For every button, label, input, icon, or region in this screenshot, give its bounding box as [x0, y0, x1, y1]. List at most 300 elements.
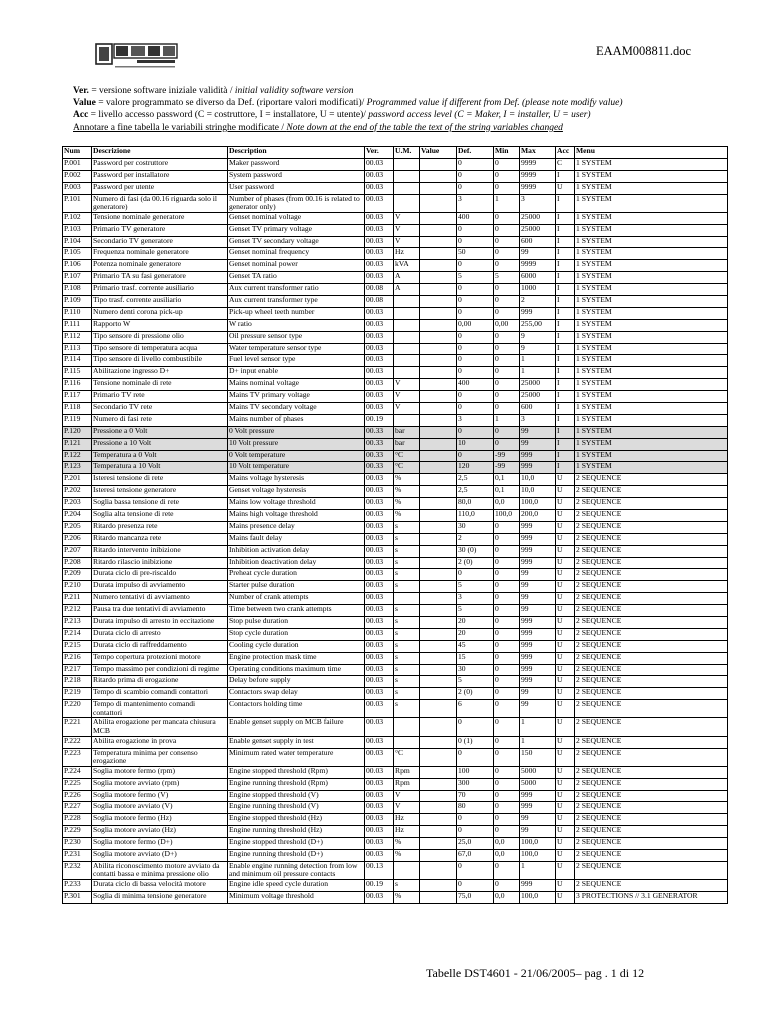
cell-description: Engine stopped threshold (Rpm): [228, 766, 365, 778]
cell-description: Engine protection mask time: [228, 652, 365, 664]
cell-ver: 00.03: [365, 486, 394, 498]
cell-descrizione: Abilita erogazione in prova: [92, 736, 228, 748]
cell-min: 0: [494, 814, 520, 826]
cell-max: 600: [520, 236, 556, 248]
cell-descrizione: Soglia motore avviato (Hz): [92, 826, 228, 838]
cell-value: [420, 182, 457, 194]
cell-min: 0: [494, 545, 520, 557]
cell-num: P.217: [63, 664, 92, 676]
cell-ver: 00.03: [365, 826, 394, 838]
cell-num: P.219: [63, 688, 92, 700]
cell-description: Cooling cycle duration: [228, 640, 365, 652]
cell-um: Rpm: [394, 778, 420, 790]
cell-um: s: [394, 557, 420, 569]
header-min: Min: [494, 147, 520, 159]
cell-um: [394, 355, 420, 367]
cell-description: Engine stopped threshold (D+): [228, 838, 365, 850]
cell-acc: U: [556, 533, 575, 545]
cell-def: 75,0: [457, 891, 494, 903]
cell-descrizione: Ritardo rilascio inibizione: [92, 557, 228, 569]
cell-def: 15: [457, 652, 494, 664]
cell-value: [420, 664, 457, 676]
cell-min: -99: [494, 462, 520, 474]
cell-acc: I: [556, 307, 575, 319]
cell-num: P.230: [63, 838, 92, 850]
cell-um: Rpm: [394, 766, 420, 778]
cell-def: 2,5: [457, 486, 494, 498]
cell-um: %: [394, 849, 420, 861]
cell-value: [420, 838, 457, 850]
table-row: [63, 545, 728, 557]
cell-ver: 00.03: [365, 158, 394, 170]
cell-acc: U: [556, 718, 575, 736]
cell-max: 9999: [520, 182, 556, 194]
cell-acc: I: [556, 194, 575, 212]
cell-descrizione: Ritardo prima di erogazione: [92, 676, 228, 688]
cell-min: 0: [494, 640, 520, 652]
cell-num: P.213: [63, 617, 92, 629]
cell-num: P.301: [63, 891, 92, 903]
cell-value: [420, 849, 457, 861]
cell-ver: 00.03: [365, 640, 394, 652]
cell-descrizione: Abilitazione ingresso D+: [92, 367, 228, 379]
cell-value: [420, 248, 457, 260]
cell-acc: I: [556, 319, 575, 331]
cell-def: 0: [457, 355, 494, 367]
cell-value: [420, 688, 457, 700]
cell-max: 99: [520, 426, 556, 438]
cell-max: 6000: [520, 272, 556, 284]
cell-description: Oil pressure sensor type: [228, 331, 365, 343]
cell-acc: U: [556, 640, 575, 652]
cell-def: 6: [457, 700, 494, 718]
cell-menu: 1 SYSTEM: [575, 194, 728, 212]
cell-value: [420, 170, 457, 182]
cell-um: Hz: [394, 814, 420, 826]
cell-def: 50: [457, 248, 494, 260]
cell-acc: U: [556, 891, 575, 903]
cell-menu: 1 SYSTEM: [575, 272, 728, 284]
cell-max: 99: [520, 700, 556, 718]
cell-ver: 00.03: [365, 688, 394, 700]
cell-acc: I: [556, 170, 575, 182]
cell-max: 100,0: [520, 849, 556, 861]
cell-description: Genset TV secondary voltage: [228, 236, 365, 248]
cell-menu: 1 SYSTEM: [575, 170, 728, 182]
cell-acc: U: [556, 688, 575, 700]
cell-menu: 2 SEQUENCE: [575, 521, 728, 533]
cell-min: 0: [494, 248, 520, 260]
cell-descrizione: Primario TA su fasi generatore: [92, 272, 228, 284]
cell-value: [420, 748, 457, 766]
cell-menu: 2 SEQUENCE: [575, 826, 728, 838]
cell-min: 0: [494, 748, 520, 766]
cell-def: 5: [457, 581, 494, 593]
table-row: [63, 557, 728, 569]
cell-num: P.110: [63, 307, 92, 319]
cell-max: 999: [520, 802, 556, 814]
cell-ver: 00.03: [365, 236, 394, 248]
cell-um: s: [394, 700, 420, 718]
cell-max: 150: [520, 748, 556, 766]
cell-ver: 00.03: [365, 569, 394, 581]
cell-max: 999: [520, 521, 556, 533]
cell-def: 0: [457, 748, 494, 766]
cell-min: 0: [494, 790, 520, 802]
cell-description: Number of phases (from 00.16 is related to generator only): [228, 194, 365, 212]
cell-max: 999: [520, 676, 556, 688]
cell-min: 0,1: [494, 486, 520, 498]
cell-description: Delay before supply: [228, 676, 365, 688]
cell-def: 2: [457, 533, 494, 545]
cell-def: 300: [457, 778, 494, 790]
cell-acc: I: [556, 379, 575, 391]
cell-max: 100,0: [520, 891, 556, 903]
cell-num: P.206: [63, 533, 92, 545]
cell-num: P.001: [63, 158, 92, 170]
cell-num: P.208: [63, 557, 92, 569]
cell-menu: 1 SYSTEM: [575, 158, 728, 170]
cell-description: Enable engine running detection from low and minimum oil pressure contacts: [228, 861, 365, 879]
cell-menu: 2 SEQUENCE: [575, 569, 728, 581]
table-row: [63, 617, 728, 629]
cell-max: 99: [520, 438, 556, 450]
cell-acc: I: [556, 212, 575, 224]
cell-descrizione: Primario TV rete: [92, 391, 228, 403]
cell-menu: 2 SEQUENCE: [575, 688, 728, 700]
cell-value: [420, 814, 457, 826]
cell-min: 0: [494, 426, 520, 438]
cell-def: 0: [457, 569, 494, 581]
cell-description: Mains voltage hysteresis: [228, 474, 365, 486]
cell-num: P.210: [63, 581, 92, 593]
cell-menu: 2 SEQUENCE: [575, 676, 728, 688]
cell-descrizione: Durata ciclo di raffreddamento: [92, 640, 228, 652]
cell-menu: 2 SEQUENCE: [575, 718, 728, 736]
cell-ver: 00.03: [365, 194, 394, 212]
cell-ver: 00.03: [365, 766, 394, 778]
cell-acc: U: [556, 700, 575, 718]
cell-menu: 1 SYSTEM: [575, 355, 728, 367]
cell-max: 600: [520, 403, 556, 415]
cell-min: 0: [494, 224, 520, 236]
cell-acc: U: [556, 849, 575, 861]
cell-acc: I: [556, 248, 575, 260]
cell-num: P.119: [63, 414, 92, 426]
cell-acc: U: [556, 498, 575, 510]
cell-min: 0: [494, 343, 520, 355]
cell-descrizione: Password per installatore: [92, 170, 228, 182]
cell-description: Starter pulse duration: [228, 581, 365, 593]
cell-acc: I: [556, 272, 575, 284]
parameter-table: [62, 146, 728, 904]
cell-description: Inhibition activation delay: [228, 545, 365, 557]
cell-description: Engine stopped threshold (Hz): [228, 814, 365, 826]
cell-num: P.203: [63, 498, 92, 510]
header-um: U.M.: [394, 147, 420, 159]
cell-description: Mains low voltage threshold: [228, 498, 365, 510]
cell-max: 1: [520, 355, 556, 367]
cell-acc: U: [556, 545, 575, 557]
cell-max: 9999: [520, 260, 556, 272]
cell-description: Minimum rated water temperature: [228, 748, 365, 766]
cell-value: [420, 403, 457, 415]
cell-def: 80: [457, 802, 494, 814]
cell-value: [420, 498, 457, 510]
cell-num: P.123: [63, 462, 92, 474]
cell-description: Contactors holding time: [228, 700, 365, 718]
cell-def: 20: [457, 617, 494, 629]
cell-menu: 1 SYSTEM: [575, 212, 728, 224]
cell-descrizione: Tipo sensore di pressione olio: [92, 331, 228, 343]
cell-um: s: [394, 545, 420, 557]
cell-min: 0: [494, 391, 520, 403]
cell-max: 9999: [520, 158, 556, 170]
table-row: [63, 510, 728, 522]
cell-acc: U: [556, 628, 575, 640]
cell-description: Engine idle speed cycle duration: [228, 880, 365, 892]
table-row: [63, 581, 728, 593]
cell-value: [420, 802, 457, 814]
cell-um: s: [394, 664, 420, 676]
cell-max: 1: [520, 718, 556, 736]
cell-value: [420, 331, 457, 343]
cell-num: P.118: [63, 403, 92, 415]
cell-value: [420, 676, 457, 688]
cell-value: [420, 307, 457, 319]
cell-menu: 1 SYSTEM: [575, 236, 728, 248]
cell-descrizione: Tempo copertura protezioni motore: [92, 652, 228, 664]
cell-ver: 00.03: [365, 533, 394, 545]
cell-menu: 2 SEQUENCE: [575, 880, 728, 892]
cell-descrizione: Tempo di mantenimento comandi contattori: [92, 700, 228, 718]
cell-descrizione: Potenza nominale generatore: [92, 260, 228, 272]
cell-def: 0: [457, 826, 494, 838]
cell-menu: 1 SYSTEM: [575, 248, 728, 260]
cell-description: Mains TV primary voltage: [228, 391, 365, 403]
cell-menu: 1 SYSTEM: [575, 343, 728, 355]
cell-ver: 00.03: [365, 510, 394, 522]
table-row: [63, 593, 728, 605]
table-row: [63, 718, 728, 736]
cell-description: Maker password: [228, 158, 365, 170]
cell-description: Genset TV primary voltage: [228, 224, 365, 236]
cell-num: P.232: [63, 861, 92, 879]
cell-def: 80,0: [457, 498, 494, 510]
table-row: [63, 521, 728, 533]
cell-num: P.114: [63, 355, 92, 367]
cell-max: 999: [520, 617, 556, 629]
cell-um: [394, 194, 420, 212]
cell-um: %: [394, 838, 420, 850]
cell-value: [420, 194, 457, 212]
cell-descrizione: Numero denti corona pick-up: [92, 307, 228, 319]
cell-num: P.233: [63, 880, 92, 892]
cell-ver: 00.13: [365, 861, 394, 879]
cell-min: 0: [494, 533, 520, 545]
cell-descrizione: Password per utente: [92, 182, 228, 194]
cell-min: 0: [494, 307, 520, 319]
cell-um: s: [394, 521, 420, 533]
cell-descrizione: Temperatura minima per consenso erogazione: [92, 748, 228, 766]
cell-menu: 2 SEQUENCE: [575, 486, 728, 498]
document-filename: EAAM008811.doc: [596, 44, 692, 58]
cell-um: %: [394, 474, 420, 486]
cell-acc: U: [556, 605, 575, 617]
cell-um: bar: [394, 426, 420, 438]
cell-ver: 00.03: [365, 802, 394, 814]
cell-max: 10,0: [520, 486, 556, 498]
cell-num: P.216: [63, 652, 92, 664]
cell-description: Water temperature sensor type: [228, 343, 365, 355]
legend-ver: Ver. = versione software iniziale validità / initial validity software version: [73, 86, 354, 96]
cell-description: 0 Volt pressure: [228, 426, 365, 438]
cell-descrizione: Tipo trasf. corrente ausiliario: [92, 295, 228, 307]
cell-ver: 00.33: [365, 438, 394, 450]
cell-um: [394, 170, 420, 182]
cell-def: 0: [457, 403, 494, 415]
cell-menu: 2 SEQUENCE: [575, 652, 728, 664]
cell-description: Minimum voltage threshold: [228, 891, 365, 903]
cell-ver: 00.03: [365, 778, 394, 790]
cell-value: [420, 736, 457, 748]
cell-max: 100,0: [520, 838, 556, 850]
cell-menu: 1 SYSTEM: [575, 284, 728, 296]
cell-um: A: [394, 284, 420, 296]
cell-acc: U: [556, 569, 575, 581]
cell-min: 0: [494, 158, 520, 170]
cell-um: °C: [394, 450, 420, 462]
cell-min: 0: [494, 170, 520, 182]
table-row: [63, 462, 728, 474]
cell-ver: 00.19: [365, 414, 394, 426]
cell-max: 9: [520, 331, 556, 343]
cell-num: P.231: [63, 849, 92, 861]
table-row: [63, 248, 728, 260]
cell-max: 99: [520, 569, 556, 581]
cell-num: P.226: [63, 790, 92, 802]
cell-min: 100,0: [494, 510, 520, 522]
cell-acc: U: [556, 676, 575, 688]
header-value: Value: [420, 147, 457, 159]
cell-value: [420, 319, 457, 331]
cell-um: [394, 158, 420, 170]
cell-description: Mains nominal voltage: [228, 379, 365, 391]
cell-def: 25,0: [457, 838, 494, 850]
cell-max: 999: [520, 545, 556, 557]
cell-num: P.115: [63, 367, 92, 379]
table-row: [63, 194, 728, 212]
cell-ver: 00.03: [365, 212, 394, 224]
cell-descrizione: Rapporto W: [92, 319, 228, 331]
cell-max: 9: [520, 343, 556, 355]
cell-descrizione: Soglia motore fermo (Hz): [92, 814, 228, 826]
cell-num: P.002: [63, 170, 92, 182]
cell-max: 99: [520, 826, 556, 838]
cell-ver: 00.03: [365, 319, 394, 331]
cell-max: 99: [520, 593, 556, 605]
cell-description: Engine running threshold (D+): [228, 849, 365, 861]
cell-min: 0: [494, 605, 520, 617]
cell-max: 25000: [520, 224, 556, 236]
legend-note: Annotare a fine tabella le variabili stringhe modificate / Note down at the end of the table the text of the string variables changed: [73, 122, 563, 133]
cell-num: P.201: [63, 474, 92, 486]
cell-def: 0: [457, 718, 494, 736]
cell-num: P.105: [63, 248, 92, 260]
cell-ver: 00.03: [365, 628, 394, 640]
cell-descrizione: Soglia di minima tensione generatore: [92, 891, 228, 903]
cell-descrizione: Ritardo presenza rete: [92, 521, 228, 533]
table-row: [63, 652, 728, 664]
cell-num: P.112: [63, 331, 92, 343]
cell-menu: 1 SYSTEM: [575, 260, 728, 272]
cell-um: [394, 861, 420, 879]
legend-value: Value = valore programmato se diverso da Def. (riportare valori modificati)/ Programmed value if different from Def. (please note modify value): [73, 98, 623, 109]
cell-def: 20: [457, 628, 494, 640]
cell-menu: 1 SYSTEM: [575, 450, 728, 462]
cell-um: [394, 307, 420, 319]
cell-num: P.202: [63, 486, 92, 498]
cell-value: [420, 826, 457, 838]
cell-um: bar: [394, 438, 420, 450]
cell-description: Fuel level sensor type: [228, 355, 365, 367]
table-row: [63, 498, 728, 510]
cell-def: 0,00: [457, 319, 494, 331]
cell-max: 5000: [520, 766, 556, 778]
header-menu: Menu: [575, 147, 728, 159]
table-row: [63, 158, 728, 170]
cell-menu: 1 SYSTEM: [575, 414, 728, 426]
cell-menu: 1 SYSTEM: [575, 331, 728, 343]
cell-descrizione: Temperatura a 0 Volt: [92, 450, 228, 462]
cell-def: 70: [457, 790, 494, 802]
cell-value: [420, 295, 457, 307]
cell-ver: 00.03: [365, 331, 394, 343]
cell-def: 5: [457, 272, 494, 284]
cell-acc: I: [556, 355, 575, 367]
cell-menu: 2 SEQUENCE: [575, 474, 728, 486]
cell-min: 0: [494, 766, 520, 778]
cell-min: 0: [494, 581, 520, 593]
table-row: [63, 664, 728, 676]
cell-um: s: [394, 569, 420, 581]
cell-ver: 00.03: [365, 379, 394, 391]
cell-def: 400: [457, 212, 494, 224]
cell-min: 0,0: [494, 849, 520, 861]
cell-num: P.108: [63, 284, 92, 296]
cell-min: 0: [494, 664, 520, 676]
cell-value: [420, 450, 457, 462]
cell-def: 0: [457, 236, 494, 248]
cell-menu: 2 SEQUENCE: [575, 545, 728, 557]
header-acc: Acc: [556, 147, 575, 159]
cell-value: [420, 533, 457, 545]
cell-um: V: [394, 379, 420, 391]
cell-menu: 1 SYSTEM: [575, 426, 728, 438]
cell-max: 1: [520, 736, 556, 748]
cell-description: Preheat cycle duration: [228, 569, 365, 581]
cell-description: Mains fault delay: [228, 533, 365, 545]
cell-value: [420, 367, 457, 379]
cell-value: [420, 158, 457, 170]
cell-acc: U: [556, 880, 575, 892]
page-footer: Tabelle DST4601 - 21/06/2005– pag . 1 di 12: [426, 966, 645, 980]
cell-def: 0: [457, 331, 494, 343]
cell-ver: 00.03: [365, 790, 394, 802]
table-row: [63, 640, 728, 652]
cell-um: s: [394, 581, 420, 593]
cell-menu: 2 SEQUENCE: [575, 533, 728, 545]
